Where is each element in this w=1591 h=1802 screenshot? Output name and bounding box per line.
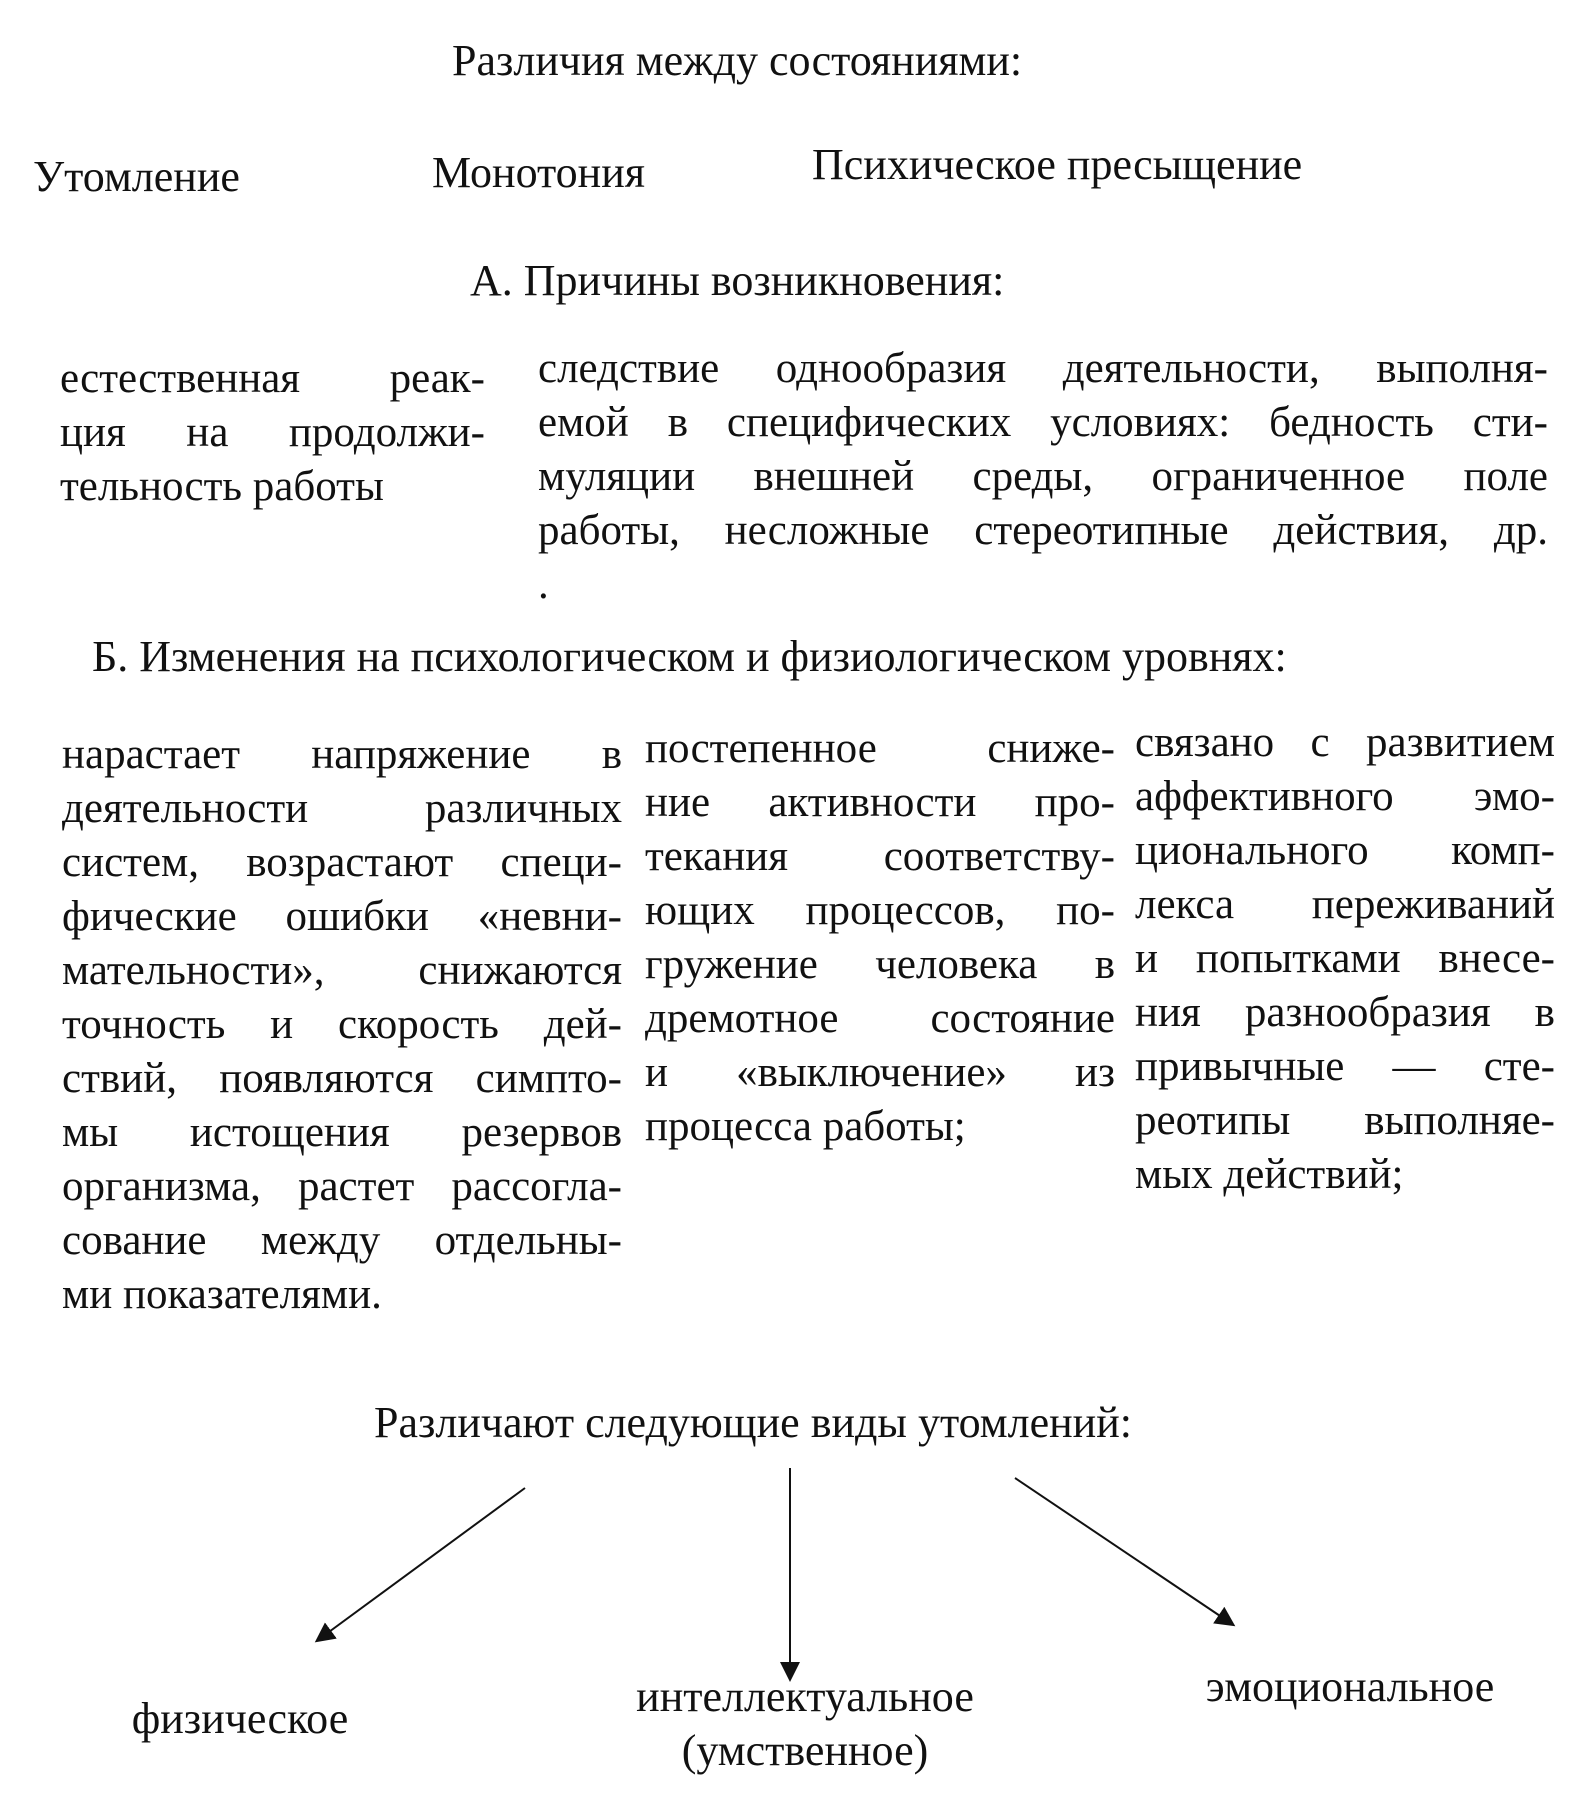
text-line: ющих процессов, по- xyxy=(645,887,1115,934)
text-line: . xyxy=(538,561,549,608)
text-line: ция на продолжи- xyxy=(60,409,485,456)
text-line: естественная реак- xyxy=(60,355,485,402)
text-line: мы истощения резервов xyxy=(62,1109,622,1156)
text-line: ния разнообразия в xyxy=(1135,989,1555,1036)
text-line: следствие однообразия деятельности, выполня- xyxy=(538,345,1548,392)
text-line: ствий, появляются симпто- xyxy=(62,1055,622,1102)
text-line: аффективного эмо- xyxy=(1135,773,1555,820)
state-satiation-header: Психическое пресыщение xyxy=(812,140,1303,189)
text-line: емой в специфических условиях: бедность сти- xyxy=(538,399,1548,446)
text-line: организма, растет рассогла- xyxy=(62,1163,622,1210)
section-a-title: А. Причины возникновения: xyxy=(470,256,1005,305)
text-line: ционального комп- xyxy=(1135,827,1555,874)
arrow-to-physical xyxy=(318,1488,525,1640)
type-label: эмоциональное xyxy=(1205,1662,1495,1711)
state-fatigue-header: Утомление xyxy=(33,152,240,201)
text-line: мых действий; xyxy=(1135,1151,1404,1198)
type-physical xyxy=(90,1692,390,1746)
text-line: мательности», снижаются xyxy=(62,947,622,994)
type-label: физическое xyxy=(131,1694,349,1743)
text-line: связано с развитием xyxy=(1135,719,1555,766)
text-line: тельность работы xyxy=(60,463,384,510)
type-intellectual xyxy=(590,1670,1020,1778)
text-line: и попытками внесе- xyxy=(1135,935,1555,982)
text-line: систем, возрастают специ- xyxy=(62,839,622,886)
text-line: привычные — сте- xyxy=(1135,1043,1555,1090)
type-emotional xyxy=(1160,1660,1540,1714)
text-line: сование между отдельны- xyxy=(62,1217,622,1264)
text-line: и «выключение» из xyxy=(645,1049,1115,1096)
text-line: деятельности различных xyxy=(62,785,622,832)
type-label: интеллектуальное xyxy=(636,1672,974,1721)
text-line: постепенное сниже- xyxy=(645,725,1115,772)
text-line: муляции внешней среды, ограниченное поле xyxy=(538,453,1548,500)
state-monotony-header: Монотония xyxy=(432,148,645,197)
type-label-sub: (умственное) xyxy=(681,1726,929,1775)
text-line: ми показателями. xyxy=(62,1271,382,1318)
text-line: точность и скорость дей- xyxy=(62,1001,622,1048)
text-line: дремотное состояние xyxy=(645,995,1115,1042)
text-line: реотипы выполняе- xyxy=(1135,1097,1555,1144)
text-line: процесса работы; xyxy=(645,1103,966,1150)
text-line: ние активности про- xyxy=(645,779,1115,826)
text-line: работы, несложные стереотипные действия, др. xyxy=(538,507,1548,554)
page-title: Различия между состояниями: xyxy=(452,36,1023,85)
types-title: Различают следующие виды утомлений: xyxy=(374,1398,1132,1447)
text-line: фические ошибки «невни- xyxy=(62,893,622,940)
text-line: нарастает напряжение в xyxy=(62,731,622,778)
section-b-title: Б. Изменения на психологическом и физиологическом уровнях: xyxy=(92,632,1287,681)
text-line: гружение человека в xyxy=(645,941,1115,988)
text-line: текания соответству- xyxy=(645,833,1115,880)
text-line: лекса переживаний xyxy=(1135,881,1555,928)
arrow-to-emotional xyxy=(1015,1478,1232,1624)
